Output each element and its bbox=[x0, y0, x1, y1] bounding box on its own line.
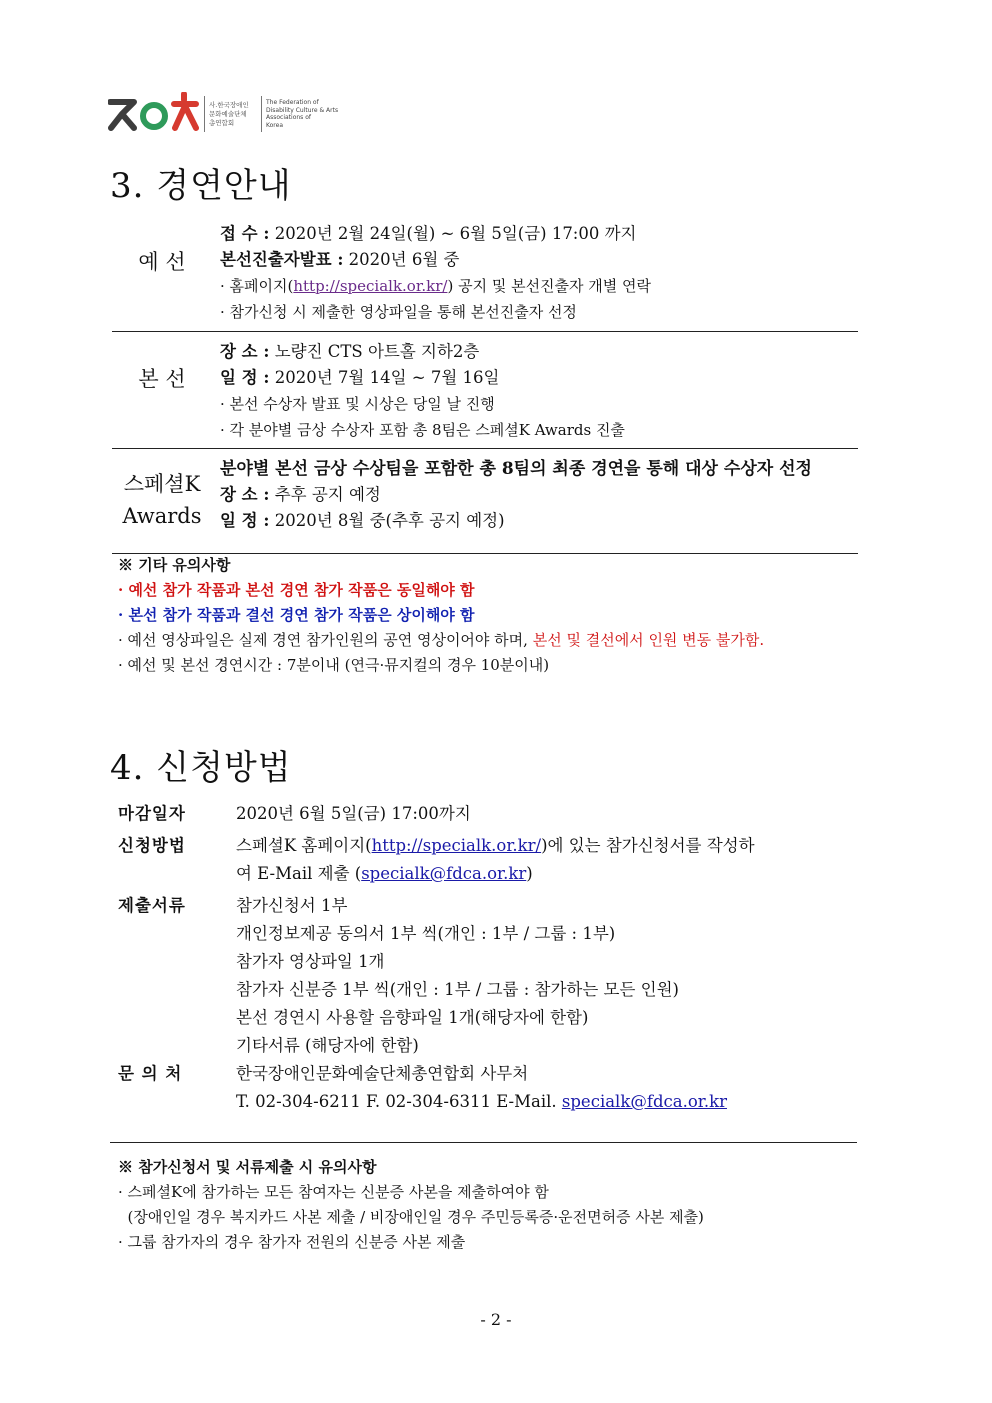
competition-schedule-table bbox=[112, 218, 858, 554]
note-time: · 예선 및 본선 경연시간 : 7분이내 (연극·뮤지컬의 경우 10분이내) bbox=[118, 656, 550, 674]
logo-divider bbox=[261, 96, 262, 132]
doc-item: 개인정보제공 동의서 1부 씩(개인 : 1부 / 그룹 : 1부) bbox=[236, 924, 616, 943]
doc-item: 참가신청서 1부 bbox=[236, 896, 348, 915]
row-body: 접 수 : 2020년 2월 24일(월) ~ 6월 5일(금) 17:00 까지 본선진출자발표 : 2020년 6월 중 · 홈페이지(http://specialk.or.kr/) 공지 및 본선진출자 개별 연락 · 참가신청 시 제출한 영상파일을 통해 본선진출자 선정 bbox=[220, 224, 652, 321]
notes-heading: ※ 참가신청서 및 서류제출 시 유의사항 bbox=[118, 1158, 377, 1176]
table-row-awards bbox=[112, 448, 858, 554]
divider bbox=[110, 1142, 857, 1143]
section-3-title: 3. 경연안내 bbox=[110, 166, 292, 206]
awards-headline: 분야별 본선 금상 수상팀을 포함한 총 8팀의 최종 경연을 통해 대상 수상자 선정 bbox=[220, 459, 812, 479]
section-4-title: 4. 신청방법 bbox=[110, 748, 292, 788]
page-number: - 2 - bbox=[480, 1310, 512, 1329]
note-line: · 스페셜K에 참가하는 모든 참여자는 신분증 사본을 제출하여야 함 bbox=[118, 1183, 549, 1201]
doc-item: 기타서류 (해당자에 한함) bbox=[236, 1036, 419, 1055]
deadline-row: 마감일자 2020년 6월 5일(금) 17:00까지 bbox=[118, 804, 471, 823]
org-logo bbox=[108, 92, 346, 136]
note-red: · 예선 참가 작품과 본선 경연 참가 작품은 동일해야 함 bbox=[118, 581, 475, 599]
note-line: · 그룹 참가자의 경우 참가자 전원의 신분증 사본 제출 bbox=[118, 1233, 466, 1251]
doc-item: 참가자 신분증 1부 씩(개인 : 1부 / 그룹 : 참가하는 모든 인원) bbox=[236, 980, 679, 999]
documents-row: 제출서류 참가신청서 1부 개인정보제공 동의서 1부 씩(개인 : 1부 / 그룹 : 1부) 참가자 영상파일 1개 참가자 신분증 1부 씩(개인 : 1부 / 그룹 : 참가하는 모든 인원) 본선 경연시 사용할 음향파일 1개(해당자에 한함) 기타서류 (해당자에 한함) bbox=[118, 892, 858, 1060]
row-label: 스페셜K Awards bbox=[122, 472, 202, 528]
table-row-main-round bbox=[112, 331, 858, 449]
application-info bbox=[118, 800, 858, 1116]
row-label: 예 선 bbox=[138, 250, 186, 274]
contact-email-link[interactable]: specialk@fdca.or.kr bbox=[561, 1092, 727, 1111]
other-notes bbox=[118, 553, 858, 678]
note-mixed: · 예선 영상파일은 실제 경연 참가인원의 공연 영상이어야 하며, 본선 및 결선에서 인원 변동 불가함. bbox=[118, 631, 765, 649]
logo-mark-icon bbox=[108, 92, 200, 136]
doc-item: 본선 경연시 사용할 음향파일 1개(해당자에 한함) bbox=[236, 1008, 589, 1027]
contact-row: 문 의 처 한국장애인문화예술단체총연합회 사무처 T. 02-304-6211 F. 02-304-6311 E-Mail. specialk@fdca.or.kr bbox=[118, 1064, 727, 1111]
homepage-link[interactable]: http://specialk.or.kr/ bbox=[293, 277, 448, 295]
logo-divider bbox=[204, 96, 205, 132]
logo-org-korean: 사.한국장애인 문화예술단체 총연합회 bbox=[209, 100, 249, 127]
row-body: 분야별 본선 금상 수상팀을 포함한 총 8팀의 최종 경연을 통해 대상 수상자 선정 장 소 : 추후 공지 예정 일 정 : 2020년 8월 중(추후 공지 예정) bbox=[220, 456, 860, 534]
notes-heading: ※ 기타 유의사항 bbox=[118, 556, 231, 574]
row-label: 본 선 bbox=[138, 367, 186, 391]
table-row-preliminary bbox=[112, 218, 858, 332]
note-blue: · 본선 참가 작품과 결선 경연 참가 작품은 상이해야 함 bbox=[118, 606, 475, 624]
homepage-link[interactable]: http://specialk.or.kr/ bbox=[371, 836, 542, 855]
doc-item: 참가자 영상파일 1개 bbox=[236, 952, 385, 971]
logo-org-english: The Federation of Disability Culture & Arts Associations of Korea bbox=[266, 99, 339, 129]
note-line: (장애인일 경우 복지카드 사본 제출 / 비장애인일 경우 주민등록증·운전면허증 사본 제출) bbox=[118, 1208, 704, 1226]
submission-notes bbox=[118, 1155, 858, 1255]
method-row: 신청방법 스페셜K 홈페이지(http://specialk.or.kr/)에 있는 참가신청서를 작성하 여 E-Mail 제출 (specialk@fdca.or.kr) bbox=[118, 836, 755, 883]
email-link[interactable]: specialk@fdca.or.kr bbox=[361, 864, 527, 883]
row-body: 장 소 : 노량진 CTS 아트홀 지하2층 일 정 : 2020년 7월 14일 ~ 7월 16일 · 본선 수상자 발표 및 시상은 당일 날 진행 · 각 분야별 금상 수상자 포함 총 8팀은 스페셜K Awards 진출 bbox=[220, 342, 625, 439]
